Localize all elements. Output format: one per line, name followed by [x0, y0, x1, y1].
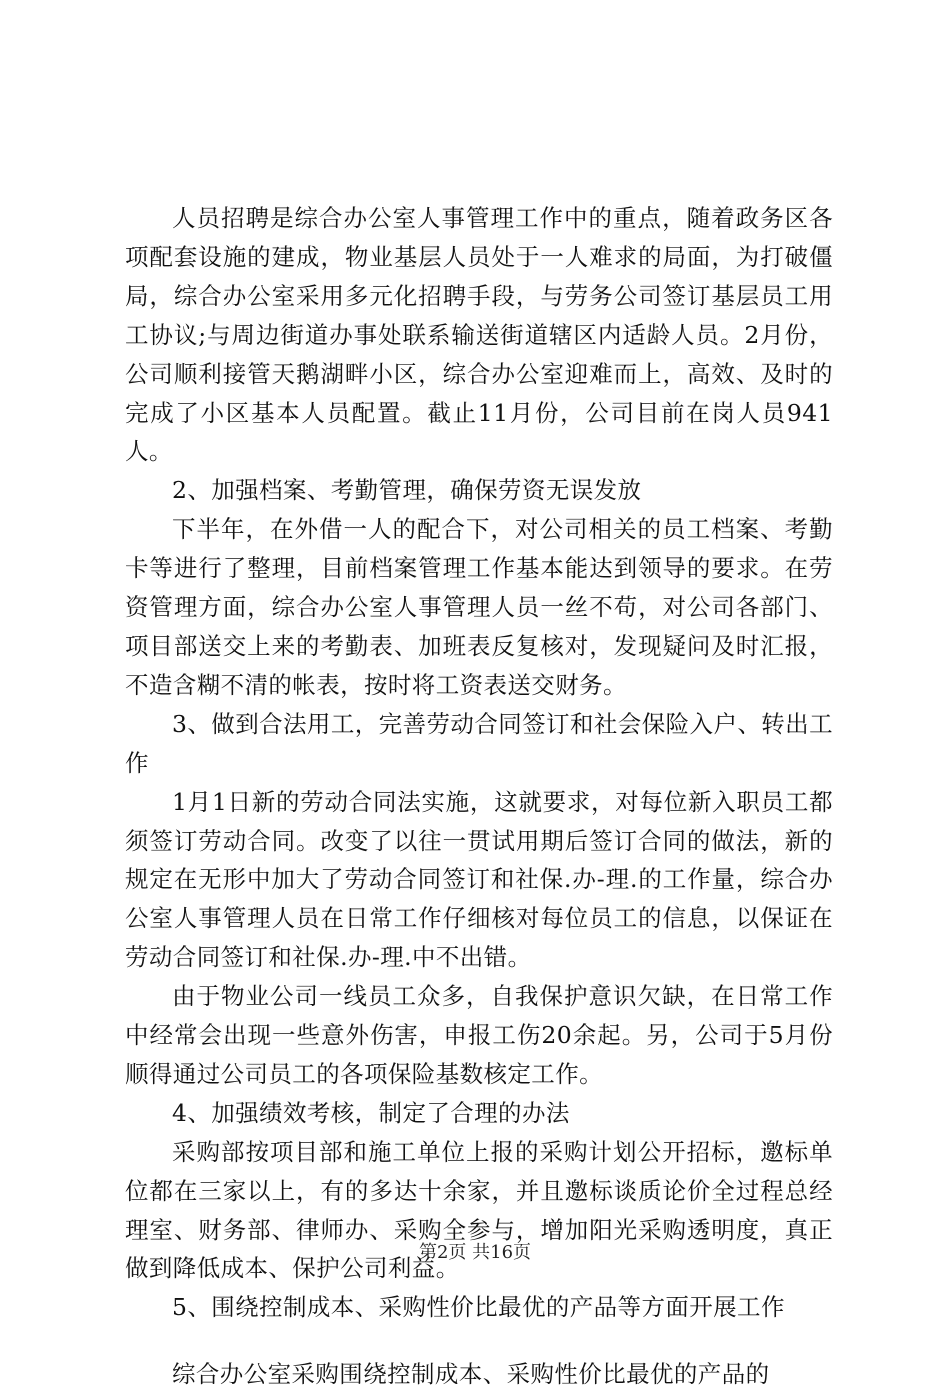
heading-archives-attendance: 2、加强档案、考勤管理，确保劳资无误发放 [172, 476, 642, 505]
paragraph-labor-contract: 1月1日新的劳动合同法实施，这就要求，对每位新入职员工都须签订劳动合同。改变了以往一贯试用期后签订合同的做法，新的规定在无形中加大了劳动合同签订和社保.办-理.的工作量，综合办公室人事管理人员在日常工作仔细核对每位员工的信息，以保证在劳动合同签订和社保.办-理.中不出错。 [125, 787, 833, 972]
paragraph-work-injury: 由于物业公司一线员工众多，自我保护意识欠缺，在日常工作中经常会出现一些意外伤害，申报工伤20余起。另，公司于5月份顺得通过公司员工的各项保险基数核定工作。 [125, 982, 833, 1088]
heading-cost-control: 5、围绕控制成本、采购性价比最优的产品等方面开展工作 [172, 1293, 785, 1322]
heading-legal-employment: 3、做到合法用工，完善劳动合同签订和社会保险入户、转出工作 [125, 709, 833, 777]
document-body [125, 199, 833, 1394]
paragraph-archives: 下半年，在外借一人的配合下，对公司相关的员工档案、考勤卡等进行了整理，目前档案管理工作基本能达到领导的要求。在劳资管理方面，综合办公室人事管理人员一丝不苟，对公司各部门、项目部送交上来的考勤表、加班表反复核对，发现疑问及时汇报，不造含糊不清的帐表，按时将工资表送交财务。 [125, 515, 833, 699]
paragraph-procurement: 采购部按项目部和施工单位上报的采购计划公开招标，邀标单位都在三家以上，有的多达十余家，并且邀标谈质论价全过程总经理室、财务部、律师办、采购全参与，增加阳光采购透明度，真正做到降低成本、保护公司利益。 [125, 1137, 833, 1283]
paragraph-recruitment: 人员招聘是综合办公室人事管理工作中的重点，随着政务区各项配套设施的建成，物业基层人员处于一人难求的局面，为打破僵局，综合办公室采用多元化招聘手段，与劳务公司签订基层员工用工协议;与周边街道办事处联系输送街道辖区内适龄人员。2月份，公司顺利接管天鹅湖畔小区，综合办公室迎难而上，高效、及时的完成了小区基本人员配置。截止11月份，公司目前在岗人员941人。 [125, 204, 833, 466]
paragraph-cost-control: 综合办公室采购围绕控制成本、采购性价比最优的产品的 [172, 1360, 770, 1389]
page-number-footer: 第2页 共16页 [418, 1242, 532, 1263]
heading-performance: 4、加强绩效考核，制定了合理的办法 [172, 1098, 570, 1127]
